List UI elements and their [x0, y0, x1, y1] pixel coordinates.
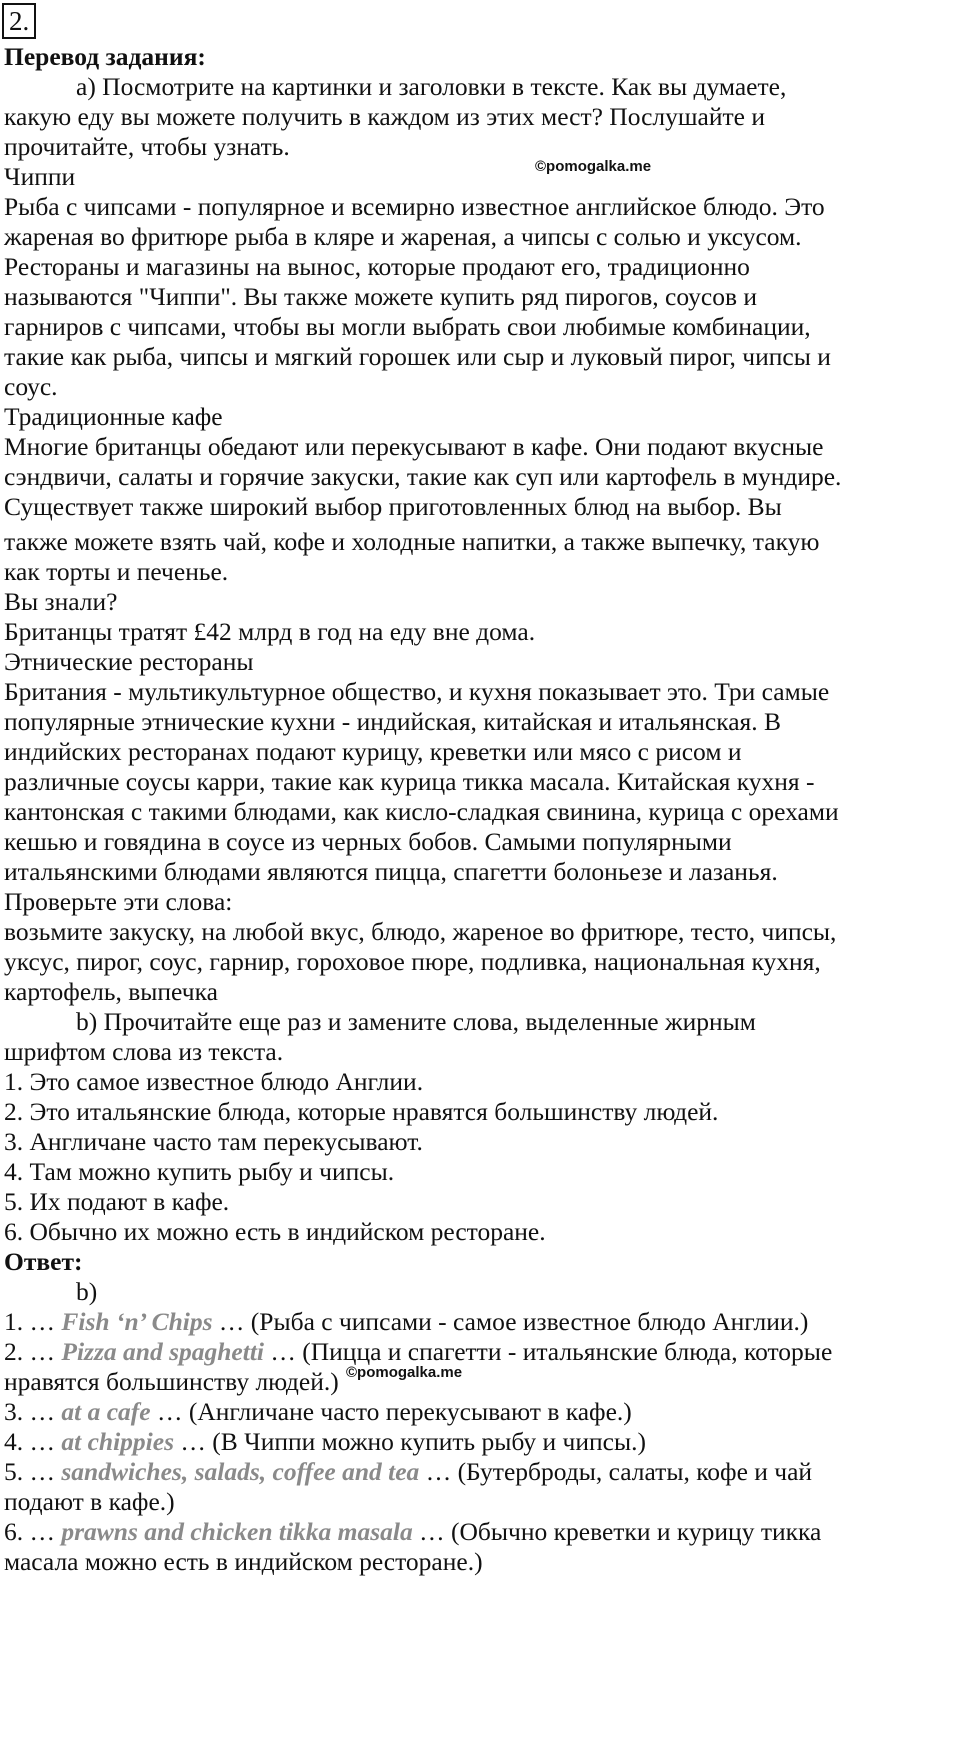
task-item: 6. Обычно их можно есть в индийском ресторане.: [4, 1217, 546, 1246]
text-line: итальянскими блюдами являются пицца, спагетти болоньезе и лазанья.: [4, 857, 778, 886]
section-heading: Традиционные кафе: [4, 402, 223, 431]
answer-line: [4, 1545, 960, 1578]
text-line: b) Прочитайте еще раз и замените слова, выделенные жирным: [76, 1007, 756, 1036]
answer-line: [4, 1425, 960, 1458]
text-line: популярные этнические кухни - индийская, китайская и итальянская. В: [4, 707, 782, 736]
answer-prefix: 4. …: [4, 1427, 62, 1456]
text-line: гарниров с чипсами, чтобы вы могли выбрать свои любимые комбинации,: [4, 312, 811, 341]
text-line: как торты и печенье.: [4, 557, 229, 586]
answer-term: at chippies: [61, 1427, 174, 1456]
task-number-box: 2.: [2, 3, 36, 39]
answer-term: Pizza and spaghetti: [61, 1337, 264, 1366]
text-line: называются "Чиппи". Вы также можете купить ряд пирогов, соусов и: [4, 282, 758, 311]
answer-prefix: 1. …: [4, 1307, 62, 1336]
answer-rest: … (Бутерброды, салаты, кофе и чай: [419, 1457, 813, 1486]
watermark: ©pomogalka.me: [535, 158, 652, 175]
answer-prefix: 6. …: [4, 1517, 62, 1546]
answer-line: [4, 1365, 960, 1398]
answer-term: Fish ‘n’ Chips: [61, 1307, 213, 1336]
text-line: жареная во фритюре рыба в кляре и жареная, а чипсы с солью и уксусом.: [4, 222, 802, 251]
text-line: Существует также широкий выбор приготовленных блюд на выбор. Вы: [4, 492, 782, 521]
answer-prefix: 2. …: [4, 1337, 62, 1366]
text-line: Рестораны и магазины на вынос, которые продают его, традиционно: [4, 252, 750, 281]
answer-continuation: подают в кафе.): [4, 1487, 175, 1516]
text-line: какую еду вы можете получить в каждом из этих мест? Послушайте и: [4, 102, 765, 131]
text-line: кантонская с такими блюдами, как кисло-сладкая свинина, курица с орехами: [4, 797, 839, 826]
answer-prefix: 3. …: [4, 1397, 62, 1426]
section-heading: Вы знали?: [4, 587, 118, 616]
text-line: также можете взять чай, кофе и холодные напитки, а также выпечку, такую: [4, 527, 820, 556]
text-line: Британцы тратят £42 млрд в год на еду вне дома.: [4, 617, 536, 646]
text-line: а) Посмотрите на картинки и заголовки в тексте. Как вы думаете,: [76, 72, 787, 101]
text-line: такие как рыба, чипсы и мягкий горошек или сыр и луковый пирог, чипсы и: [4, 342, 831, 371]
text-line: Рыба с чипсами - популярное и всемирно известное английское блюдо. Это: [4, 192, 825, 221]
task-item: 2. Это итальянские блюда, которые нравятся большинству людей.: [4, 1097, 719, 1126]
answer-term: prawns and chicken tikka masala: [61, 1517, 413, 1546]
task-item: 1. Это самое известное блюдо Англии.: [4, 1067, 424, 1096]
answer-line: [4, 1515, 960, 1548]
answer-header: Ответ:: [4, 1247, 83, 1276]
text-line: картофель, выпечка: [4, 977, 218, 1006]
text-line: Британия - мультикультурное общество, и кухня показывает это. Три самые: [4, 677, 830, 706]
translation-header: Перевод задания:: [4, 42, 206, 71]
section-heading: Проверьте эти слова:: [4, 887, 233, 916]
answer-term: at a cafe: [61, 1397, 151, 1426]
text-line: Многие британцы обедают или перекусывают в кафе. Они подают вкусные: [4, 432, 824, 461]
text-line: кешью и говядина в соусе из черных бобов. Самыми популярными: [4, 827, 732, 856]
answer-line: [4, 1395, 960, 1428]
text-line: возьмите закуску, на любой вкус, блюдо, жареное во фритюре, тесто, чипсы,: [4, 917, 837, 946]
answer-rest: … (Пицца и спагетти - итальянские блюда, которые: [264, 1337, 833, 1366]
watermark: ©pomogalka.me: [346, 1364, 463, 1381]
answer-continuation: масала можно есть в индийском ресторане.): [4, 1547, 483, 1576]
text-line: сэндвичи, салаты и горячие закуски, такие как суп или картофель в мундире.: [4, 462, 842, 491]
section-heading: Чиппи: [4, 162, 76, 191]
answer-line: [4, 1335, 960, 1368]
answer-part: b): [76, 1277, 98, 1306]
answer-rest: … (Обычно креветки и курицу тикка: [412, 1517, 822, 1546]
answer-rest: … (Англичане часто перекусывают в кафе.): [150, 1397, 632, 1426]
text-line: соус.: [4, 372, 58, 401]
text-line: прочитайте, чтобы узнать.: [4, 132, 290, 161]
task-item: 5. Их подают в кафе.: [4, 1187, 230, 1216]
text-line: уксус, пирог, соус, гарнир, гороховое пюре, подливка, национальная кухня,: [4, 947, 821, 976]
task-item: 3. Англичане часто там перекусывают.: [4, 1127, 423, 1156]
text-line: индийских ресторанах подают курицу, креветки или мясо с рисом и: [4, 737, 742, 766]
answer-rest: … (Рыба с чипсами - самое известное блюдо Англии.): [212, 1307, 809, 1336]
answer-line: [4, 1305, 960, 1338]
answer-rest: … (В Чиппи можно купить рыбу и чипсы.): [174, 1427, 646, 1456]
answer-term: sandwiches, salads, coffee and tea: [61, 1457, 420, 1486]
answer-line: [4, 1455, 960, 1488]
section-heading: Этнические рестораны: [4, 647, 254, 676]
answer-line: [4, 1485, 960, 1518]
text-line: различные соусы карри, такие как курица тикка масала. Китайская кухня -: [4, 767, 815, 796]
answer-continuation: нравятся большинству людей.): [4, 1367, 339, 1396]
text-line: шрифтом слова из текста.: [4, 1037, 284, 1066]
answer-prefix: 5. …: [4, 1457, 62, 1486]
task-item: 4. Там можно купить рыбу и чипсы.: [4, 1157, 395, 1186]
